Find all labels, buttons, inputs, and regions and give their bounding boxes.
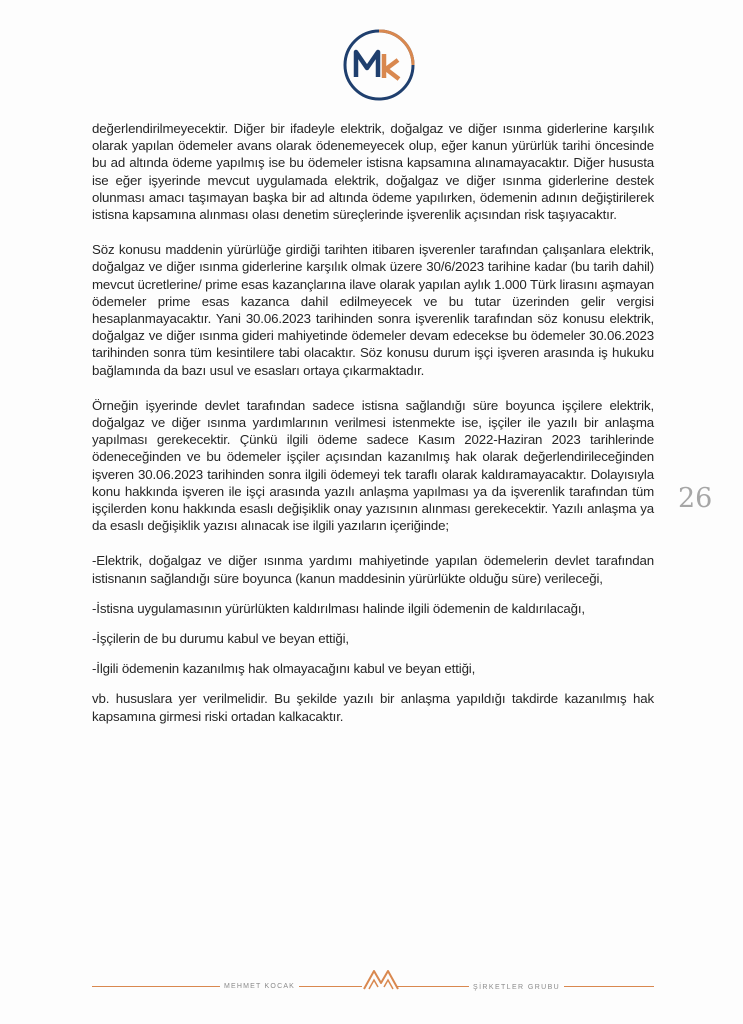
paragraph: Örneğin işyerinde devlet tarafından sadece istisna sağlandığı süre boyunca işçilere elektrik, doğalgaz ve diğer ısınma yardımlarının verilmesi istenmekte ise, işçiler ile yazılı bir anlaşma yapılması gerekecektir. Çünkü ilgili ödeme sadece Kasım 2022-Haziran 2023 tarihlerinde ödeneceğinden ve bu ödemeler işçiler açısından kazanılmış hak olarak değerlendirileceğinden işveren 30.06.2023 tarihinden sonra ilgili ödemeyi tek taraflı olarak kaldıramayacaktır. Dolayısıyla konu hakkında işveren ile işçi arasında yazılı anlaşma yapılması ya da işverenlik tarafından tüm işçilerden konu hakkında esaslı değişiklik onay yazısının alınması gerekecektir. Yazılı anlaşma ya da esaslı değişiklik yazısı alınacak ise ilgili yazıların içeriğinde; (92, 397, 654, 534)
paragraph: Söz konusu maddenin yürürlüğe girdiği tarihten itibaren işverenler tarafından çalışanlara elektrik, doğalgaz ve diğer ısınma giderlerine karşılık olmak üzere 30/6/2023 tarihine kadar (bu tarih dahil) mevcut ücretlerine/ prime esas kazançlarına ilave olarak yapılan aylık 1.000 Türk lirasını aşmayan ödemeler prime esas kazanca dahil edilmeyecek ve bu tutar üzerinden gelir vergisi hesaplanmayacaktır. Yani 30.06.2023 tarihinden sonra işverenlik tarafından söz konusu elektrik, doğalgaz ve diğer ısınma gideri mahiyetinde ödemeler devam edecekse bu ödemeler 30.06.2023 tarihinden sonra tüm kesintilere tabi olacaktır. Söz konusu durum işçi işveren arasında iş hukuku bağlamında da bazı usul ve esasları ortaya çıkarmaktadır. (92, 242, 654, 378)
page-number: 26 (678, 483, 713, 514)
company-logo (342, 28, 416, 102)
footer-group-label: ŞİRKETLER GRUBU (469, 984, 564, 991)
footer-company-name: MEHMET KOCAK (220, 983, 299, 990)
paragraph: değerlendirilmeyecektir. Diğer bir ifadeyle elektrik, doğalgaz ve diğer ısınma giderlerine karşılık olarak yapılan ödemeler avans olarak ödenemeyecek olup, eğer kanun yürürlük tarihi öncesinde bu ad altında ödeme yapılmış ise bu ödemeler istisna kapsamına alınamayacaktır. Diğer hususta ise eğer işyerinde mevcut uygulamada elektrik, doğalgaz ve diğer ısınma giderlerine destek olunması amacı taşımayan başka bir ad altında ödeme yapılırken, ödemenin adının değiştirilerek istisna kapsamına alınması olası denetim süreçlerinde işverenlik açısından risk taşıyacaktır. (92, 121, 654, 223)
footer-mountain-icon (362, 965, 400, 991)
page-footer (92, 963, 654, 993)
list-item: -İstisna uygulamasının yürürlükten kaldırılması halinde ilgili ödemenin de kaldırılacağı, (92, 600, 585, 616)
list-item: -İlgili ödemenin kazanılmış hak olmayacağını kabul ve beyan ettiği, (92, 661, 476, 677)
paragraph: vb. hususlara yer verilmelidir. Bu şekilde yazılı bir anlaşma yapıldığı takdirde kazanılmış hak kapsamına girmesi riski ortadan kalkacaktır. (92, 691, 654, 724)
list-item: -İşçilerin de bu durumu kabul ve beyan ettiği, (92, 631, 349, 647)
list-item: -Elektrik, doğalgaz ve diğer ısınma yardımı mahiyetinde yapılan ödemelerin devlet tarafından istisnanın sağlandığı süre boyunca (kanun maddesinin yürürlükte olduğu süre) verileceği, (92, 553, 654, 586)
document-body (92, 120, 654, 738)
